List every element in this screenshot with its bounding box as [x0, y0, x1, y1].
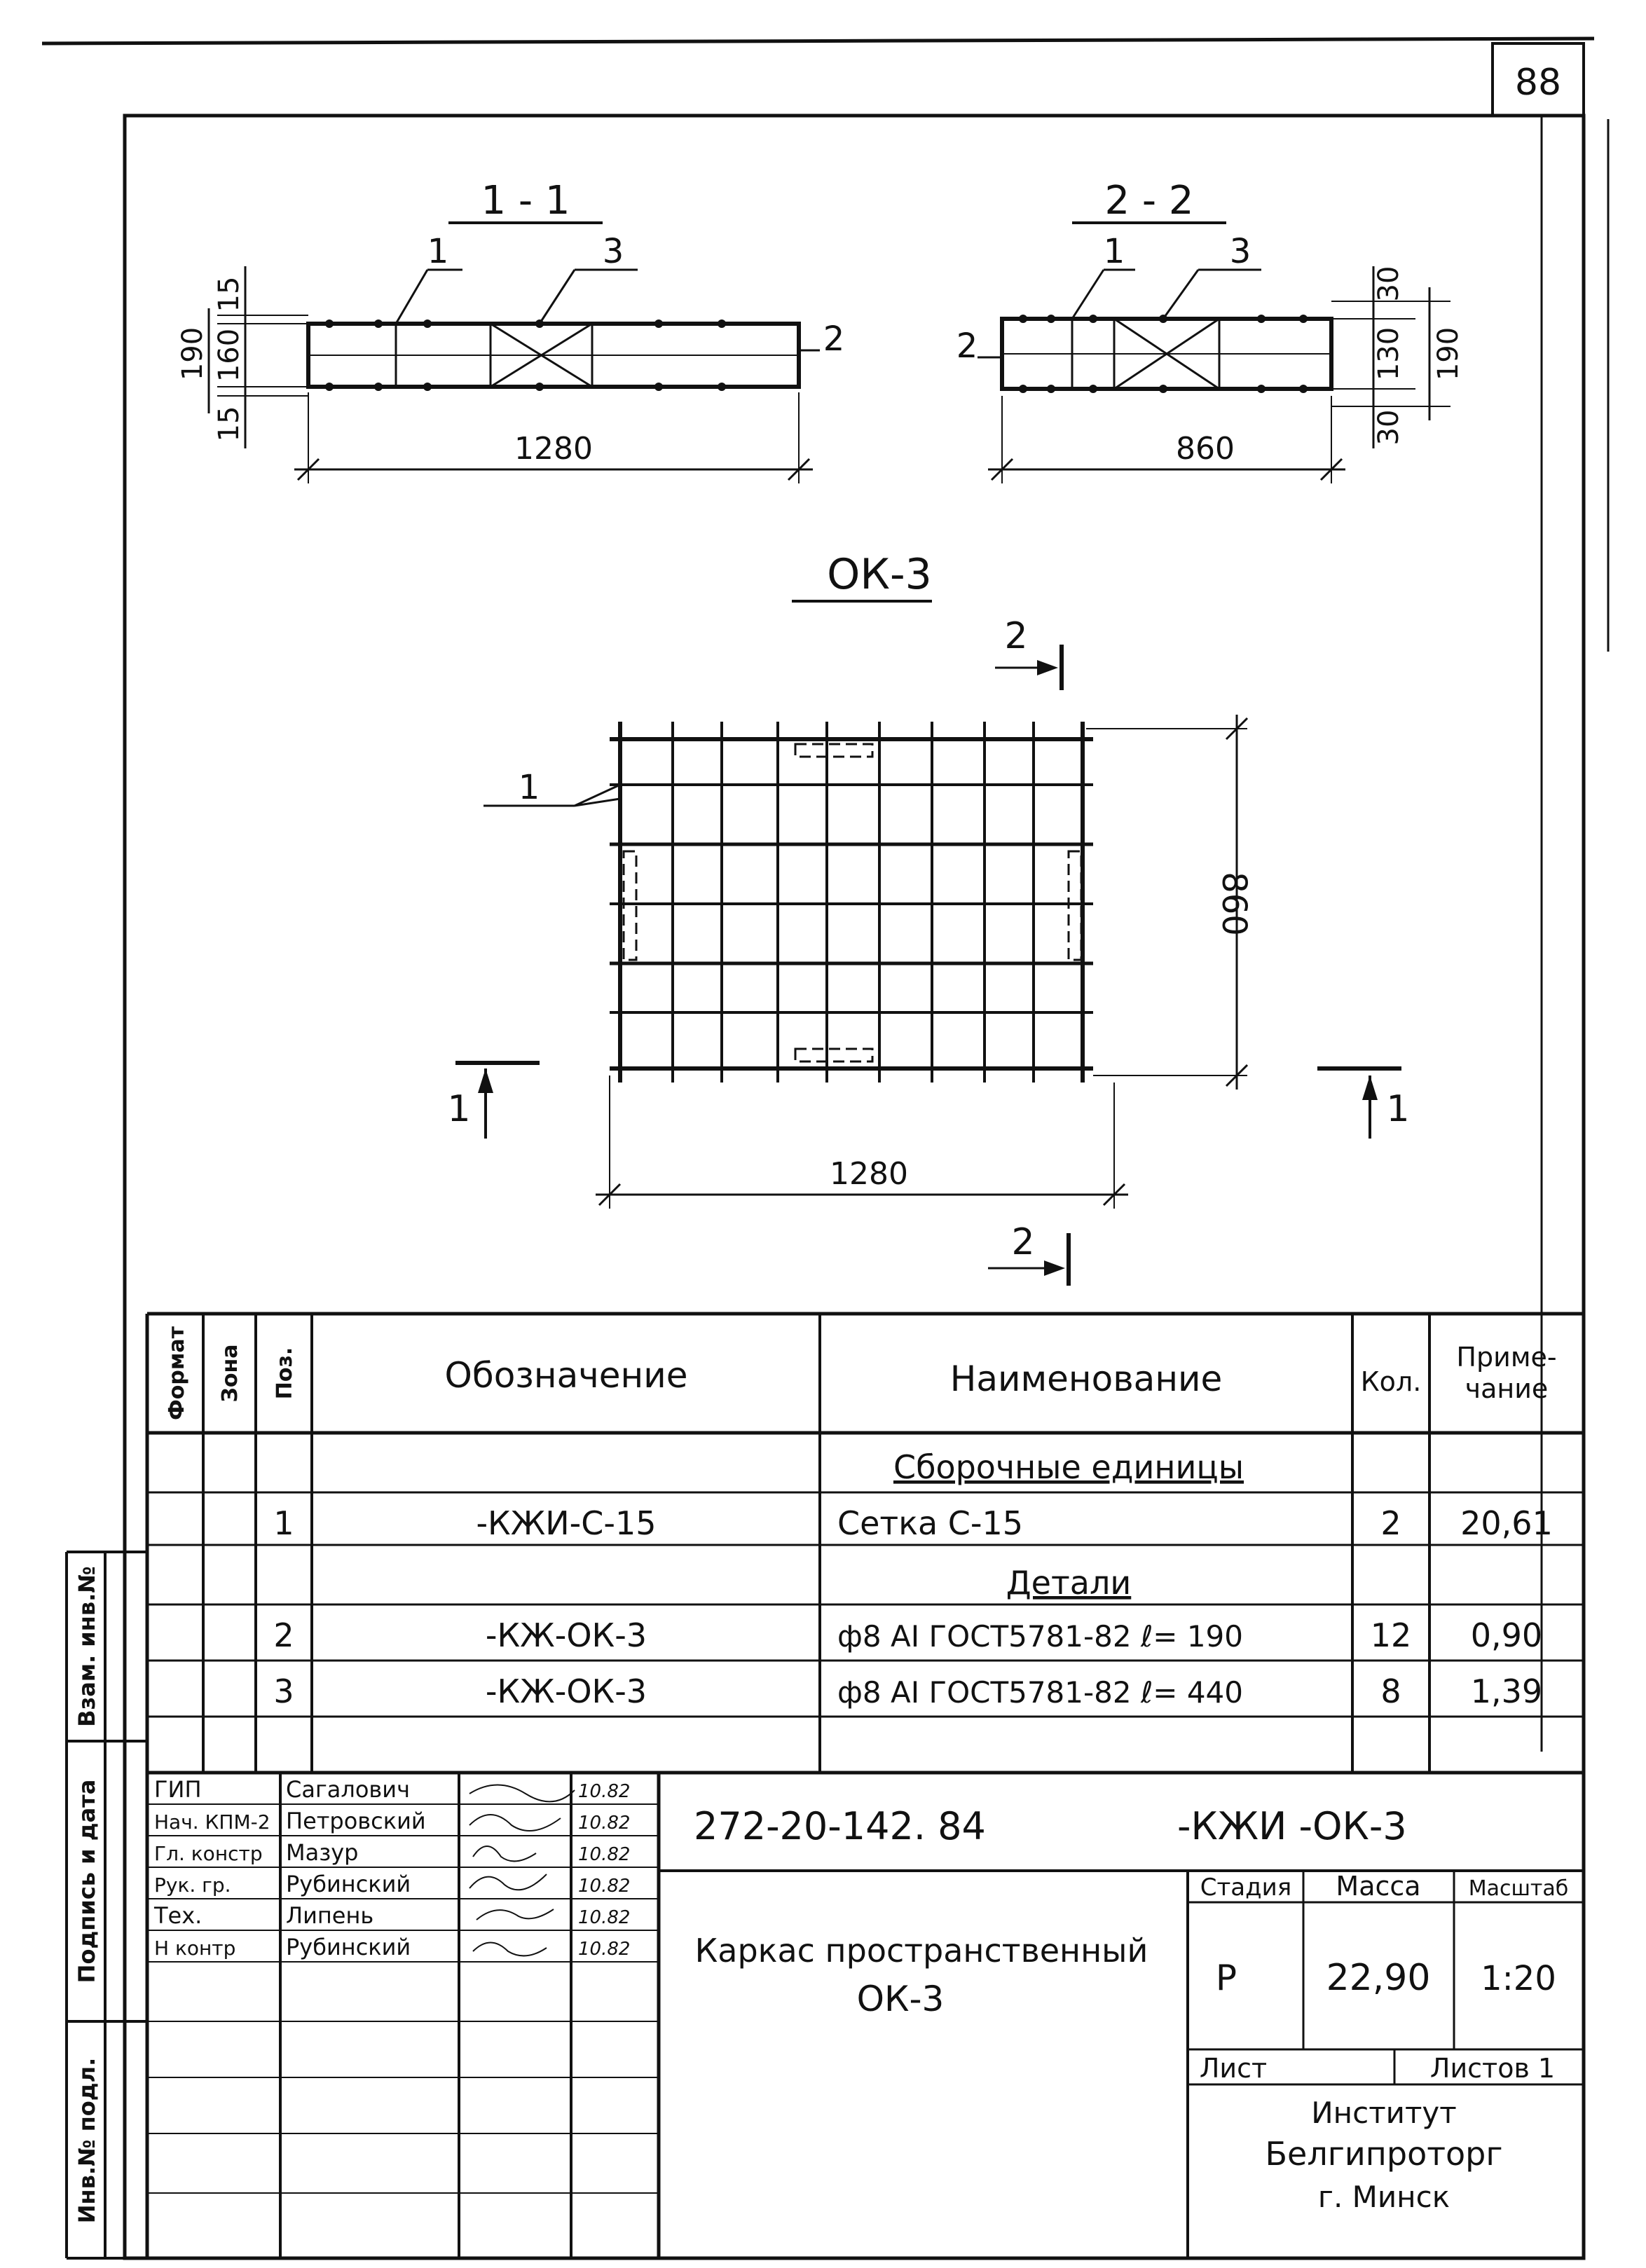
scale-value: 1:20	[1481, 1959, 1556, 1998]
sig-role: Н контр	[154, 1937, 236, 1960]
scale-label: Масштаб	[1468, 1876, 1569, 1901]
plan-width-dimension: 1280	[830, 1156, 908, 1192]
document-code: -КЖИ -ОК-3	[1177, 1804, 1407, 1848]
height-dim-bottom: 15	[213, 406, 245, 442]
row-pos: 3	[273, 1672, 294, 1710]
cut-1-label-right: 1	[1386, 1088, 1410, 1130]
sig-role: ГИП	[154, 1776, 202, 1803]
stamp-original-inv: Инв.№ подл.	[74, 2057, 100, 2224]
header-note-line1: Приме-	[1456, 1342, 1557, 1373]
callout-3: 3	[1229, 232, 1251, 271]
row-note: 0,90	[1470, 1616, 1543, 1654]
mass-value: 22,90	[1326, 1957, 1431, 1999]
row-pos: 1	[273, 1504, 294, 1542]
mesh-grid	[610, 722, 1093, 1083]
height-dim-middle: 160	[213, 328, 245, 383]
row-name: Сетка С-15	[837, 1504, 1024, 1542]
stage-label: Стадия	[1200, 1874, 1292, 1902]
header-qty: Кол.	[1360, 1366, 1422, 1397]
organization-line2: Белгипроторг	[1265, 2135, 1503, 2173]
group-heading-assemblies: Сборочные единицы	[893, 1448, 1244, 1486]
plan-item-label: 1	[518, 768, 540, 807]
sig-role: Рук. гр.	[154, 1874, 231, 1897]
row-name: ф8 АI ГОСТ5781-82 ℓ= 440	[837, 1675, 1243, 1710]
document-number: 272-20-142. 84	[694, 1804, 986, 1848]
sheet-number: 88	[1514, 62, 1562, 104]
row-designation: -КЖ-ОК-3	[485, 1616, 647, 1654]
sig-date: 10.82	[578, 1876, 631, 1897]
width-dimension: 1280	[514, 431, 593, 467]
row-pos: 2	[273, 1616, 294, 1654]
row-name: ф8 АI ГОСТ5781-82 ℓ= 190	[837, 1619, 1243, 1654]
sig-role: Нач. КПМ-2	[154, 1810, 270, 1834]
organization-line3: г. Минск	[1317, 2180, 1450, 2214]
sheets-count: Листов 1	[1429, 2053, 1556, 2084]
side-label-2: 2	[823, 319, 845, 359]
row-qty: 12	[1370, 1616, 1412, 1654]
cut-1-label-left: 1	[447, 1088, 471, 1130]
sig-name: Рубинский	[286, 1871, 411, 1897]
header-name: Наименование	[949, 1359, 1223, 1399]
header-format: Формат	[165, 1326, 189, 1420]
height-dim-middle: 130	[1373, 327, 1405, 381]
product-name-line2: ОК-3	[856, 1979, 945, 2019]
sig-date: 10.82	[578, 1907, 631, 1928]
sig-date: 10.82	[578, 1844, 631, 1865]
sig-date: 10.82	[578, 1939, 631, 1960]
title-block	[147, 1773, 1584, 2258]
width-dimension: 860	[1176, 431, 1235, 467]
header-zone: Зона	[218, 1344, 242, 1403]
height-dim-total: 190	[1432, 327, 1465, 381]
sig-role: Тех.	[154, 1902, 203, 1929]
plan-view	[447, 550, 1409, 1286]
callout-3: 3	[602, 232, 624, 271]
header-pos: Поз.	[273, 1347, 297, 1400]
callout-1: 1	[1103, 232, 1125, 271]
plan-height-dimension: 860	[1214, 872, 1254, 936]
product-name-line1: Каркас пространственный	[694, 1932, 1148, 1970]
row-designation: -КЖИ-С-15	[476, 1504, 657, 1542]
mass-label: Масса	[1336, 1871, 1421, 1902]
row-note: 1,39	[1470, 1672, 1543, 1710]
sig-name: Липень	[286, 1902, 374, 1929]
group-heading-details: Детали	[1006, 1564, 1132, 1602]
sig-name: Сагалович	[286, 1776, 410, 1803]
side-label-2: 2	[956, 327, 978, 366]
row-note: 20,61	[1460, 1504, 1553, 1542]
section-title: 2 - 2	[1104, 178, 1194, 224]
header-note-line2: чание	[1465, 1373, 1549, 1404]
section-2-2	[956, 178, 1465, 483]
plan-title: ОК-3	[827, 550, 932, 599]
sig-name: Рубинский	[286, 1934, 411, 1960]
section-1-1	[177, 178, 844, 483]
sheet-label: Лист	[1199, 2053, 1268, 2084]
cut-2-label-bottom: 2	[1011, 1221, 1035, 1263]
callout-1: 1	[427, 232, 449, 271]
sig-name: Мазур	[286, 1839, 359, 1866]
height-dim-top: 15	[213, 276, 245, 312]
stamp-replacement-inv: Взам. инв.№	[74, 1566, 100, 1727]
stage-value: Р	[1215, 1958, 1237, 1998]
header-designation: Обозначение	[444, 1355, 688, 1396]
height-dim-top: 30	[1373, 266, 1405, 302]
row-qty: 8	[1380, 1672, 1401, 1710]
side-stamp-strip	[67, 1552, 147, 2258]
sig-date: 10.82	[578, 1781, 631, 1802]
height-dim-total: 190	[177, 327, 209, 381]
stamp-signature-date: Подпись и дата	[74, 1779, 100, 1984]
sig-date: 10.82	[578, 1813, 631, 1834]
section-title: 1 - 1	[481, 178, 570, 224]
organization-line1: Институт	[1311, 2096, 1457, 2130]
row-qty: 2	[1380, 1504, 1401, 1542]
row-designation: -КЖ-ОК-3	[485, 1672, 647, 1710]
height-dim-bottom: 30	[1373, 409, 1405, 446]
sig-role: Гл. констр	[154, 1842, 263, 1865]
sig-name: Петровский	[286, 1808, 426, 1834]
cut-2-label-top: 2	[1004, 615, 1028, 657]
